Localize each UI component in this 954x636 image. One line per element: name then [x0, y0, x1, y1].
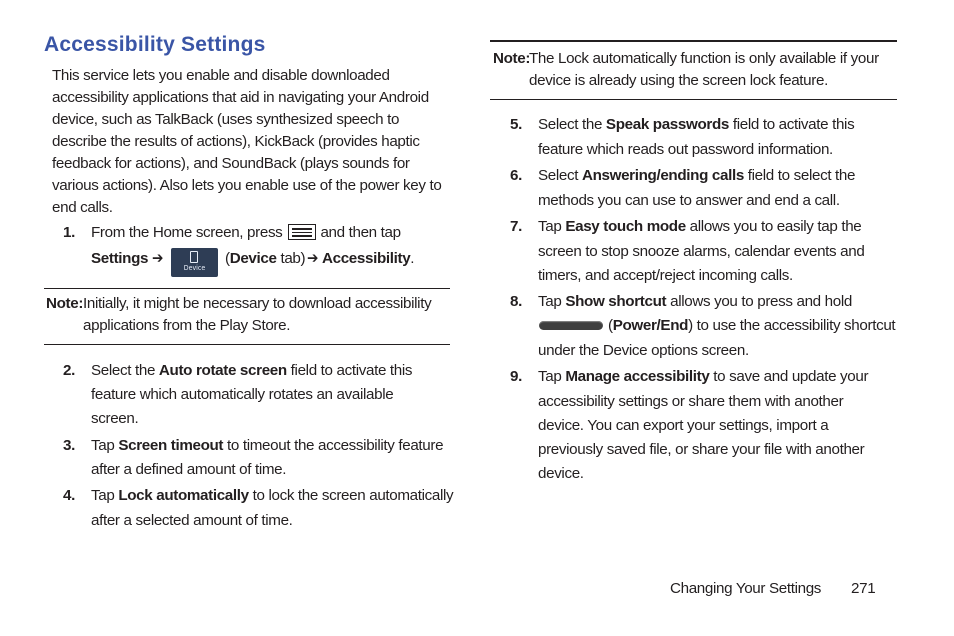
step-text-part: Select the	[91, 362, 159, 379]
power-key-icon	[539, 321, 603, 330]
step-text: methods you can use to answer and end a call.	[538, 192, 840, 209]
step-text: device.	[538, 465, 584, 482]
step-text-part: From the Home screen, press	[91, 224, 283, 241]
step-text	[538, 216, 861, 238]
note-text: Initially, it might be necessary to download accessibility	[83, 295, 432, 312]
step-text-part: field to select the	[743, 167, 856, 184]
step-text	[307, 248, 414, 270]
step-text-part: Select the	[538, 116, 606, 133]
step-text-part: to timeout the accessibility feature	[223, 437, 444, 454]
note-label: Note:	[493, 50, 531, 67]
step-number: 2.	[63, 362, 75, 379]
step-text	[538, 165, 855, 187]
step-text: feature which automatically rotates an available	[91, 386, 394, 403]
step-text	[91, 222, 401, 244]
step-number: 3.	[63, 437, 75, 454]
step-number: 9.	[510, 368, 522, 385]
step-text-part: (	[225, 250, 230, 267]
step-text	[538, 291, 852, 313]
menu-path-accessibility: Accessibility	[321, 250, 411, 267]
step-text: screen.	[91, 410, 139, 427]
step-text	[91, 435, 443, 457]
note-top-rule	[44, 288, 450, 289]
step-text	[91, 360, 412, 382]
step-text-part: allows you to easily tap the	[685, 218, 862, 235]
step-number: 8.	[510, 293, 522, 310]
intro-line: feedback for actions), and SoundBack (plays sounds for	[52, 155, 410, 172]
step-text-part: Tap	[538, 368, 566, 385]
step-text	[91, 485, 453, 507]
step-text: device. You can export your settings, import a	[538, 417, 829, 434]
option-name: Manage accessibility	[565, 368, 710, 385]
step-text: after a selected amount of time.	[91, 512, 293, 529]
step-text	[225, 248, 305, 270]
step-text: timers, and accept/reject incoming calls.	[538, 267, 793, 284]
step-text: feature which reads out password information.	[538, 141, 833, 158]
step-text	[538, 114, 854, 136]
step-text-part: Tap	[538, 293, 566, 310]
step-text: previously saved file, or share your file with another	[538, 441, 865, 458]
note-top-rule	[490, 40, 897, 42]
step-text: screen to stop snooze alarms, calendar events and	[538, 243, 865, 260]
step-text	[538, 366, 868, 388]
option-name: Speak passwords	[605, 116, 729, 133]
note-text: The Lock automatically function is only available if your	[529, 50, 879, 67]
device-tab-icon	[171, 248, 218, 277]
option-name: Show shortcut	[565, 293, 667, 310]
device-icon-label: Device	[183, 264, 206, 272]
intro-line: This service lets you enable and disable downloaded	[52, 67, 390, 84]
step-text-part: and then tap	[320, 224, 401, 241]
note-label: Note:	[46, 295, 84, 312]
step-number: 1.	[63, 224, 75, 241]
option-name: Auto rotate screen	[158, 362, 287, 379]
menu-key-icon	[288, 224, 316, 240]
option-name: Screen timeout	[118, 437, 224, 454]
step-text-part: .	[410, 250, 415, 267]
option-name: Answering/ending calls	[581, 167, 744, 184]
step-text: after a defined amount of time.	[91, 461, 287, 478]
step-number: 5.	[510, 116, 522, 133]
intro-line: describe the results of actions), KickBack (provides haptic	[52, 133, 420, 150]
step-number: 6.	[510, 167, 522, 184]
step-text-part: (	[608, 317, 613, 334]
step-text-part: to lock the screen automatically	[248, 487, 454, 504]
intro-line: device, such as TalkBack (uses synthesized speech to	[52, 111, 400, 128]
key-name: Power/End	[612, 317, 689, 334]
option-name: Lock automatically	[118, 487, 249, 504]
step-text	[91, 248, 163, 270]
phone-icon	[190, 251, 198, 263]
note-text: applications from the Play Store.	[83, 317, 291, 334]
step-text-part: Tap	[91, 487, 119, 504]
step-text	[608, 315, 895, 337]
step-text-part: Tap	[91, 437, 119, 454]
step-text-part: allows you to press and hold	[666, 293, 852, 310]
step-text-part: tab)	[276, 250, 306, 267]
page-title: Accessibility Settings	[44, 33, 266, 56]
step-text-part: to save and update your	[709, 368, 869, 385]
step-text: under the Device options screen.	[538, 342, 749, 359]
menu-path-settings: Settings	[91, 250, 149, 267]
arrow-icon: ➔	[152, 250, 164, 267]
option-name: Easy touch mode	[565, 218, 686, 235]
note-bottom-rule	[490, 99, 897, 100]
intro-line: end calls.	[52, 199, 113, 216]
step-text-part: Select	[538, 167, 582, 184]
arrow-icon: ➔	[307, 250, 319, 267]
intro-line: accessibility applications that aid in navigating your Android	[52, 89, 429, 106]
step-text-part: field to activate this	[286, 362, 413, 379]
step-text-part: field to activate this	[728, 116, 855, 133]
note-bottom-rule	[44, 344, 450, 345]
intro-line: various actions). Also lets you enable use of the power key to	[52, 177, 442, 194]
step-text-part: ) to use the accessibility shortcut	[688, 317, 896, 334]
step-text-part: Tap	[538, 218, 566, 235]
page-number: 271	[851, 580, 876, 597]
step-text: accessibility settings or share them with another	[538, 393, 844, 410]
note-text: device is already using the screen lock feature.	[529, 72, 828, 89]
step-number: 4.	[63, 487, 75, 504]
footer-section-title: Changing Your Settings	[670, 580, 822, 597]
menu-path-device: Device	[229, 250, 277, 267]
step-number: 7.	[510, 218, 522, 235]
